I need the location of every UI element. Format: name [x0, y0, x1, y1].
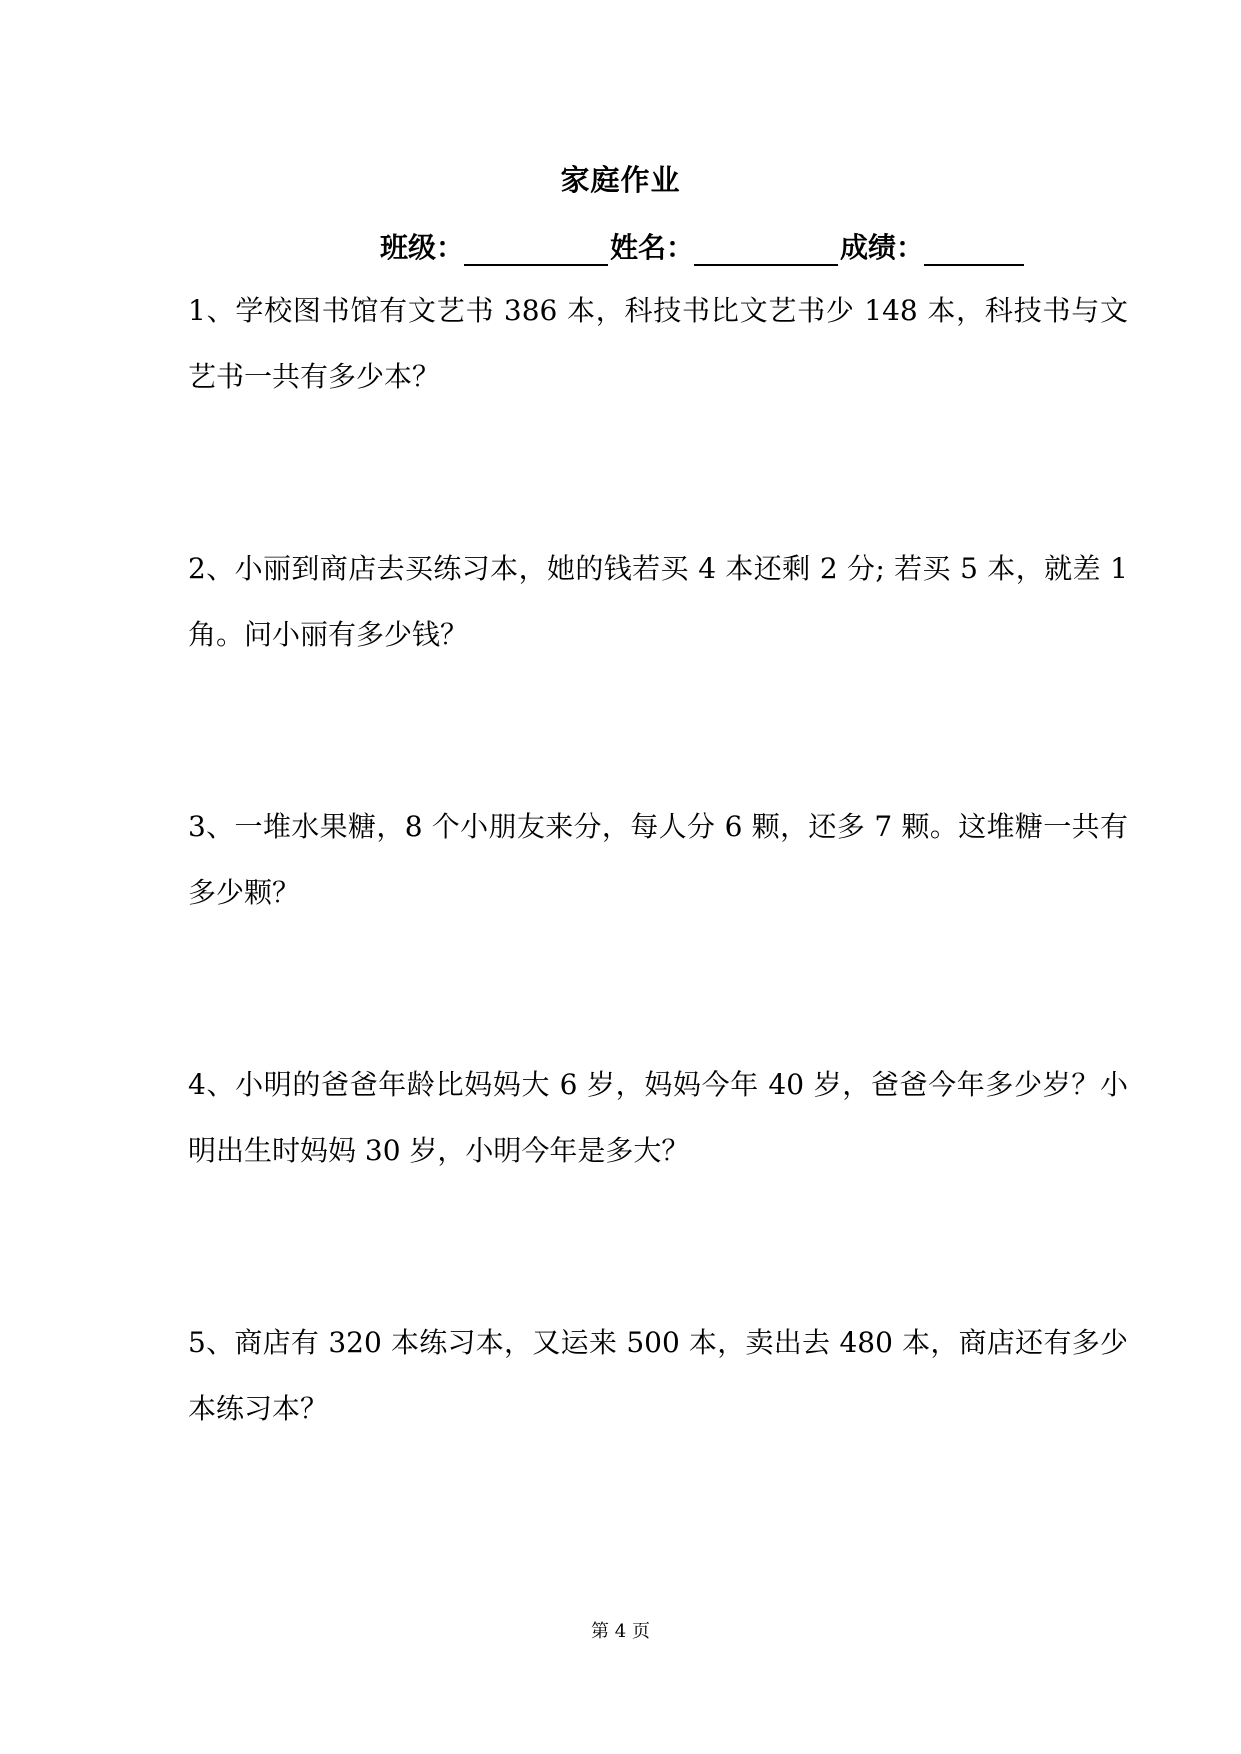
question-5: 5、商店有 320 本练习本，又运来 500 本，卖出去 480 本，商店还有多少本练习本？	[188, 1326, 1128, 1425]
student-info-row	[380, 226, 1026, 266]
class-label: 班级：	[380, 231, 465, 264]
name-label: 姓名：	[610, 231, 695, 264]
name-blank[interactable]	[694, 234, 838, 266]
question-4: 4、小明的爸爸年龄比妈妈大 6 岁，妈妈今年 40 岁，爸爸今年多少岁？小明出生时妈妈 30 岁，小明今年是多大？	[188, 1068, 1128, 1167]
score-label: 成绩：	[840, 231, 925, 264]
question-1: 1、学校图书馆有文艺书 386 本，科技书比文艺书少 148 本，科技书与文艺书一共有多少本？	[188, 294, 1128, 393]
class-blank[interactable]	[464, 234, 608, 266]
page-title: 家庭作业	[560, 163, 681, 197]
question-2: 2、小丽到商店去买练习本，她的钱若买 4 本还剩 2 分; 若买 5 本，就差 1 角。问小丽有多少钱？	[188, 552, 1128, 651]
score-blank[interactable]	[924, 234, 1024, 266]
question-3: 3、一堆水果糖，8 个小朋友来分，每人分 6 颗，还多 7 颗。这堆糖一共有多少颗？	[188, 810, 1128, 909]
page-number: 第 4 页	[591, 1621, 650, 1642]
